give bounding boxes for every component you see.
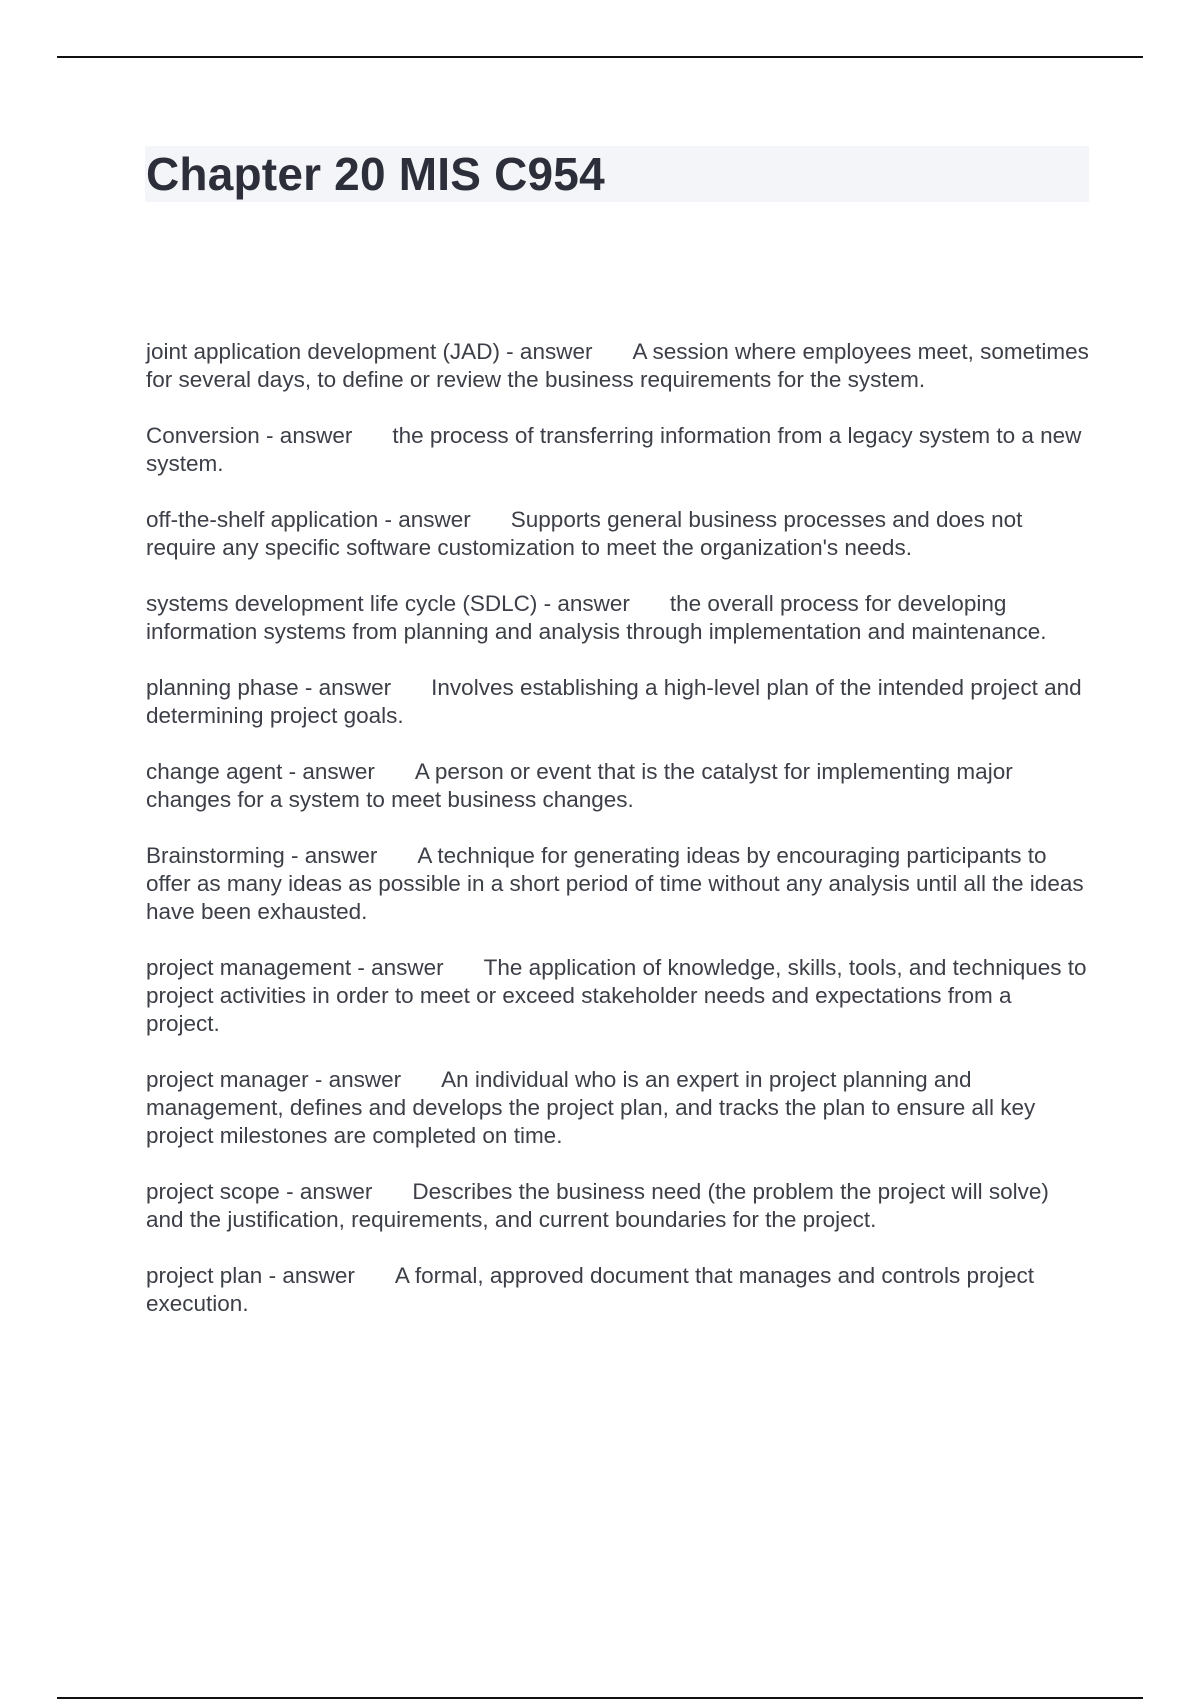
entry-term: project management - answer (146, 955, 444, 980)
entry-definition: A technique for generating ideas by encouraging participants to offer as many ideas as possible in a short period of time without any analysis until all the ideas have been exhausted. (146, 843, 1084, 924)
entry-term: systems development life cycle (SDLC) - answer (146, 591, 630, 616)
glossary-entry (146, 422, 1090, 478)
entry-term: planning phase - answer (146, 675, 392, 700)
entry-definition: Supports general business processes and does not require any specific software customization to meet the organization's needs. (146, 507, 1023, 560)
entry-term: off-the-shelf application - answer (146, 507, 471, 532)
entry-term: project plan - answer (146, 1263, 355, 1288)
bottom-rule (57, 1697, 1143, 1699)
entry-term: Conversion - answer (146, 423, 353, 448)
glossary-entry (146, 1178, 1090, 1234)
entry-definition: the process of transferring information from a legacy system to a new system. (146, 423, 1082, 476)
top-rule (57, 56, 1143, 58)
entry-definition: Describes the business need (the problem the project will solve) and the justification, requirements, and current boundaries for the project. (146, 1179, 1049, 1232)
entry-term: project scope - answer (146, 1179, 373, 1204)
entry-term: Brainstorming - answer (146, 843, 378, 868)
glossary-entry (146, 590, 1090, 646)
glossary-entry (146, 1262, 1090, 1318)
entry-definition: the overall process for developing information systems from planning and analysis through implementation and maintenance. (146, 591, 1047, 644)
glossary-entry (146, 338, 1090, 394)
page-title: Chapter 20 MIS C954 (146, 148, 605, 200)
glossary-entry (146, 954, 1090, 1038)
entry-term: joint application development (JAD) - answer (146, 339, 593, 364)
entry-definition: The application of knowledge, skills, tools, and techniques to project activities in order to meet or exceed stakeholder needs and expectations from a project. (146, 955, 1087, 1036)
entry-definition: A session where employees meet, sometimes for several days, to define or review the business requirements for the system. (146, 339, 1089, 392)
glossary-entry (146, 1066, 1090, 1150)
entry-definition: An individual who is an expert in project planning and management, defines and develops the project plan, and tracks the plan to ensure all key project milestones are completed on time. (146, 1067, 1036, 1148)
entry-term: change agent - answer (146, 759, 375, 784)
glossary-entry (146, 506, 1090, 562)
glossary-entry (146, 758, 1090, 814)
glossary-list (146, 338, 1090, 1346)
entry-definition: A person or event that is the catalyst for implementing major changes for a system to meet business changes. (146, 759, 1013, 812)
entry-definition: A formal, approved document that manages and controls project execution. (146, 1263, 1034, 1316)
entry-definition: Involves establishing a high-level plan of the intended project and determining project goals. (146, 675, 1082, 728)
glossary-entry (146, 674, 1090, 730)
entry-term: project manager - answer (146, 1067, 402, 1092)
glossary-entry (146, 842, 1090, 926)
